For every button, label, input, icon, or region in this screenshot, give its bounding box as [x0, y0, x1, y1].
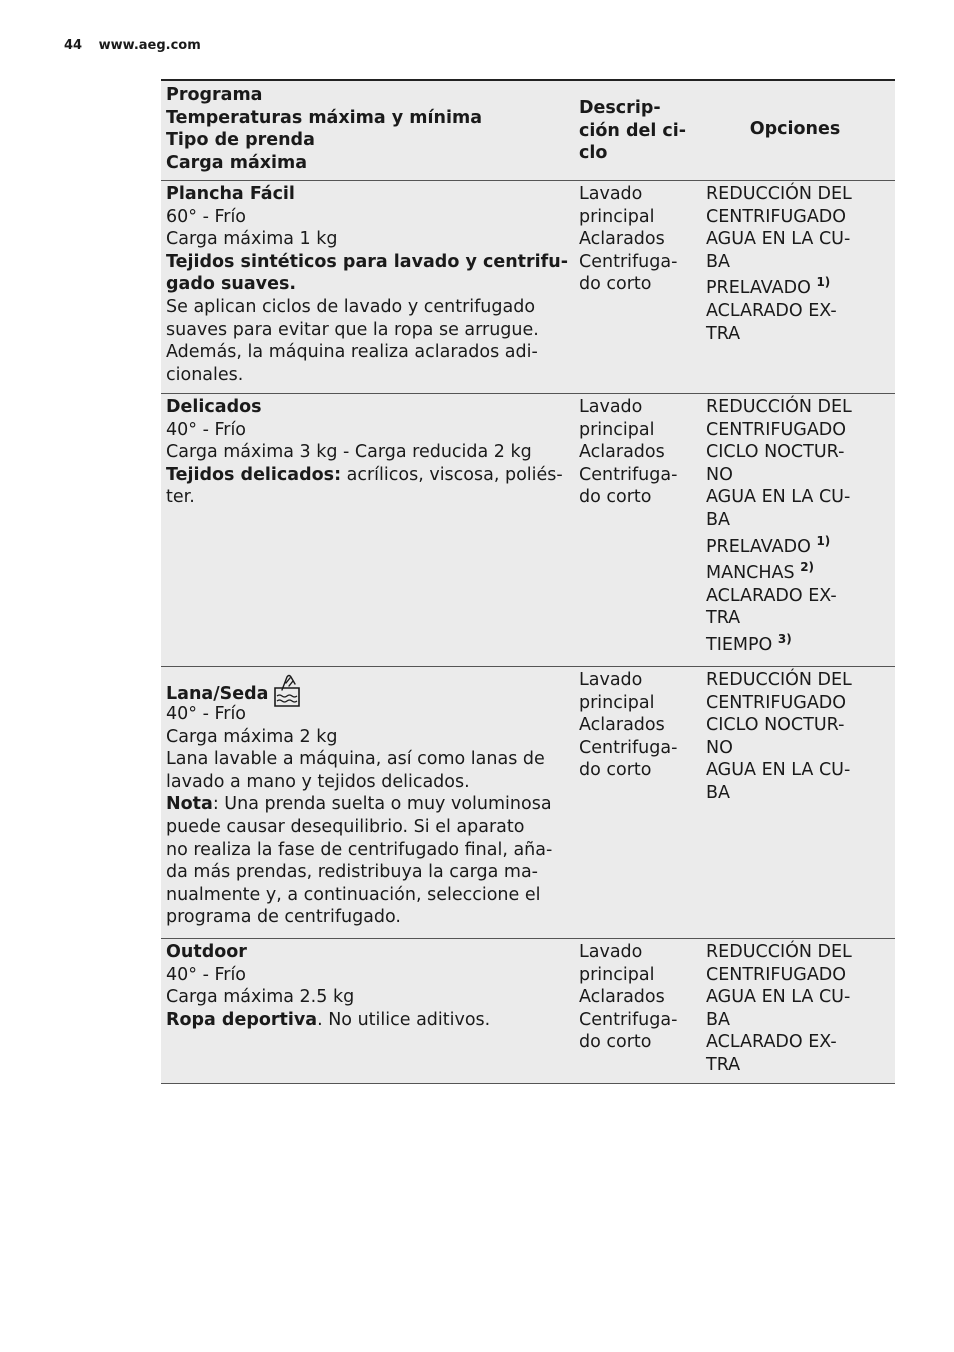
option-line: AGUA EN LA CU- [706, 229, 851, 250]
footnote-ref: 2) [800, 560, 815, 575]
note-text: : Una prenda suelta o muy voluminosa [212, 794, 552, 815]
option-line [706, 562, 891, 585]
option-line: REDUCCIÓN DEL [706, 397, 852, 417]
cycle-line: do corto [579, 487, 652, 508]
cycle-line: Centrifuga- [579, 1009, 678, 1030]
program-desc: lavado a mano y tejidos delicados. [166, 771, 470, 792]
option-text: PRELAVADO [706, 536, 811, 557]
cycle-line: Aclarados [579, 987, 665, 1008]
program-note: no realiza la fase de centrifugado final, aña- [166, 839, 553, 860]
cycle-line: Aclarados [579, 229, 665, 250]
program-desc: suaves para evitar que la ropa se arrugue. [166, 319, 539, 340]
cycle-cell [579, 183, 697, 296]
cycle-line: do corto [579, 274, 652, 295]
option-line [706, 277, 891, 300]
header-col-cycle [579, 97, 697, 165]
program-temp: 40° - Frío [166, 964, 247, 985]
header-line: Programa [166, 85, 263, 105]
program-name: Plancha Fácil [166, 184, 295, 204]
option-text: MANCHAS [706, 563, 795, 584]
program-note [166, 793, 566, 816]
cycle-line: Centrifuga- [579, 251, 678, 272]
option-line: NO [706, 737, 733, 758]
cycle-line: do corto [579, 1032, 652, 1053]
program-fabric: ter. [166, 487, 195, 508]
program-name: Outdoor [166, 942, 247, 962]
program-cell [166, 671, 566, 929]
program-desc: cionales. [166, 364, 244, 385]
options-cell [706, 396, 891, 657]
option-line: REDUCCIÓN DEL [706, 942, 852, 962]
option-line: BA [706, 251, 730, 272]
option-line: CICLO NOCTUR- [706, 442, 845, 463]
option-line: TRA [706, 608, 741, 629]
program-fabric [166, 1009, 566, 1032]
option-line [706, 631, 891, 657]
program-load: Carga máxima 3 kg - Carga reducida 2 kg [166, 442, 532, 463]
program-title-line [166, 671, 566, 703]
option-line: TRA [706, 323, 741, 344]
program-note: da más prendas, redistribuya la carga ma- [166, 862, 538, 883]
program-cell [166, 941, 566, 1031]
table-row [161, 180, 895, 393]
table-row [161, 393, 895, 666]
program-temp: 40° - Frío [166, 419, 247, 440]
footnote-ref: 3) [777, 631, 792, 646]
cycle-line: principal [579, 692, 655, 713]
program-note: puede causar desequilibrio. Si el aparato [166, 816, 525, 837]
hand-wash-icon [272, 674, 302, 726]
cycle-cell [579, 669, 697, 782]
options-cell [706, 183, 891, 345]
option-line: CENTRIFUGADO [706, 692, 847, 713]
program-load: Carga máxima 1 kg [166, 229, 338, 250]
header-line: Carga máxima [166, 152, 308, 173]
option-line: BA [706, 509, 730, 530]
option-line: AGUA EN LA CU- [706, 487, 851, 508]
option-line: TRA [706, 1054, 741, 1075]
option-text: TIEMPO [706, 634, 773, 655]
cycle-line: do corto [579, 760, 652, 781]
fabric-label: Ropa deportiva [166, 1009, 318, 1030]
program-fabric: gado suaves. [166, 274, 297, 295]
options-cell [706, 941, 891, 1077]
page-number: 44 [64, 38, 83, 53]
cycle-line: principal [579, 419, 655, 440]
cycle-line: Lavado [579, 397, 643, 417]
option-line: BA [706, 782, 730, 803]
program-fabric [166, 464, 566, 487]
option-line [706, 533, 891, 559]
option-line: ACLARADO EX- [706, 1032, 837, 1053]
cycle-line: principal [579, 206, 655, 227]
site-url: www.aeg.com [98, 38, 201, 53]
option-line: CENTRIFUGADO [706, 419, 847, 440]
footnote-ref: 1) [816, 533, 831, 548]
program-load: Carga máxima 2.5 kg [166, 987, 355, 1008]
cycle-line: Aclarados [579, 715, 665, 736]
page-header [64, 38, 201, 53]
program-desc: Además, la máquina realiza aclarados adi- [166, 342, 538, 363]
cycle-line: Lavado [579, 184, 643, 204]
header-line: Temperaturas máxima y mínima [166, 107, 483, 128]
cycle-line: Lavado [579, 670, 643, 690]
option-line: REDUCCIÓN DEL [706, 670, 852, 690]
header-line: clo [579, 143, 608, 164]
header-col-options: Opciones [749, 119, 841, 139]
program-desc: Lana lavable a máquina, así como lanas de [166, 749, 545, 770]
program-desc: Se aplican ciclos de lavado y centrifugado [166, 296, 536, 317]
table-header-row [161, 79, 895, 180]
program-note: nualmente y, a continuación, seleccione el [166, 884, 541, 905]
footnote-ref: 1) [816, 275, 831, 290]
option-line: BA [706, 1009, 730, 1030]
header-line: ción del ci- [579, 120, 687, 141]
note-label: Nota [166, 794, 213, 815]
header-line: Tipo de prenda [166, 130, 315, 151]
option-line: AGUA EN LA CU- [706, 987, 851, 1008]
fabric-label: Tejidos delicados: [166, 464, 342, 485]
cycle-line: Lavado [579, 942, 643, 962]
option-line: ACLARADO EX- [706, 300, 837, 321]
option-line: NO [706, 464, 733, 485]
header-col-program [166, 84, 566, 174]
header-line: Descrip- [579, 98, 661, 118]
program-name: Lana/Seda [166, 684, 269, 704]
options-cell [706, 669, 891, 805]
cycle-line: Centrifuga- [579, 737, 678, 758]
option-text: PRELAVADO [706, 278, 811, 299]
option-line: REDUCCIÓN DEL [706, 184, 852, 204]
program-load: Carga máxima 2 kg [166, 726, 338, 747]
table-row [161, 666, 895, 938]
program-temp: 60° - Frío [166, 206, 247, 227]
program-name: Delicados [166, 397, 262, 417]
cycle-line: Centrifuga- [579, 464, 678, 485]
cycle-cell [579, 396, 697, 509]
program-temp: 40° - Frío [166, 704, 247, 724]
option-line: ACLARADO EX- [706, 585, 837, 606]
cycle-line: Aclarados [579, 442, 665, 463]
option-line: AGUA EN LA CU- [706, 760, 851, 781]
program-cell [166, 183, 566, 386]
fabric-text: . No utilice aditivos. [317, 1009, 491, 1030]
option-line: CENTRIFUGADO [706, 964, 847, 985]
fabric-text: acrílicos, viscosa, poliés- [341, 464, 563, 485]
option-line: CICLO NOCTUR- [706, 715, 845, 736]
cycle-line: principal [579, 964, 655, 985]
option-line: CENTRIFUGADO [706, 206, 847, 227]
program-fabric: Tejidos sintéticos para lavado y centrifu- [166, 251, 568, 272]
program-cell [166, 396, 566, 509]
program-note: programa de centrifugado. [166, 907, 401, 928]
cycle-cell [579, 941, 697, 1054]
table-row [161, 938, 895, 1084]
